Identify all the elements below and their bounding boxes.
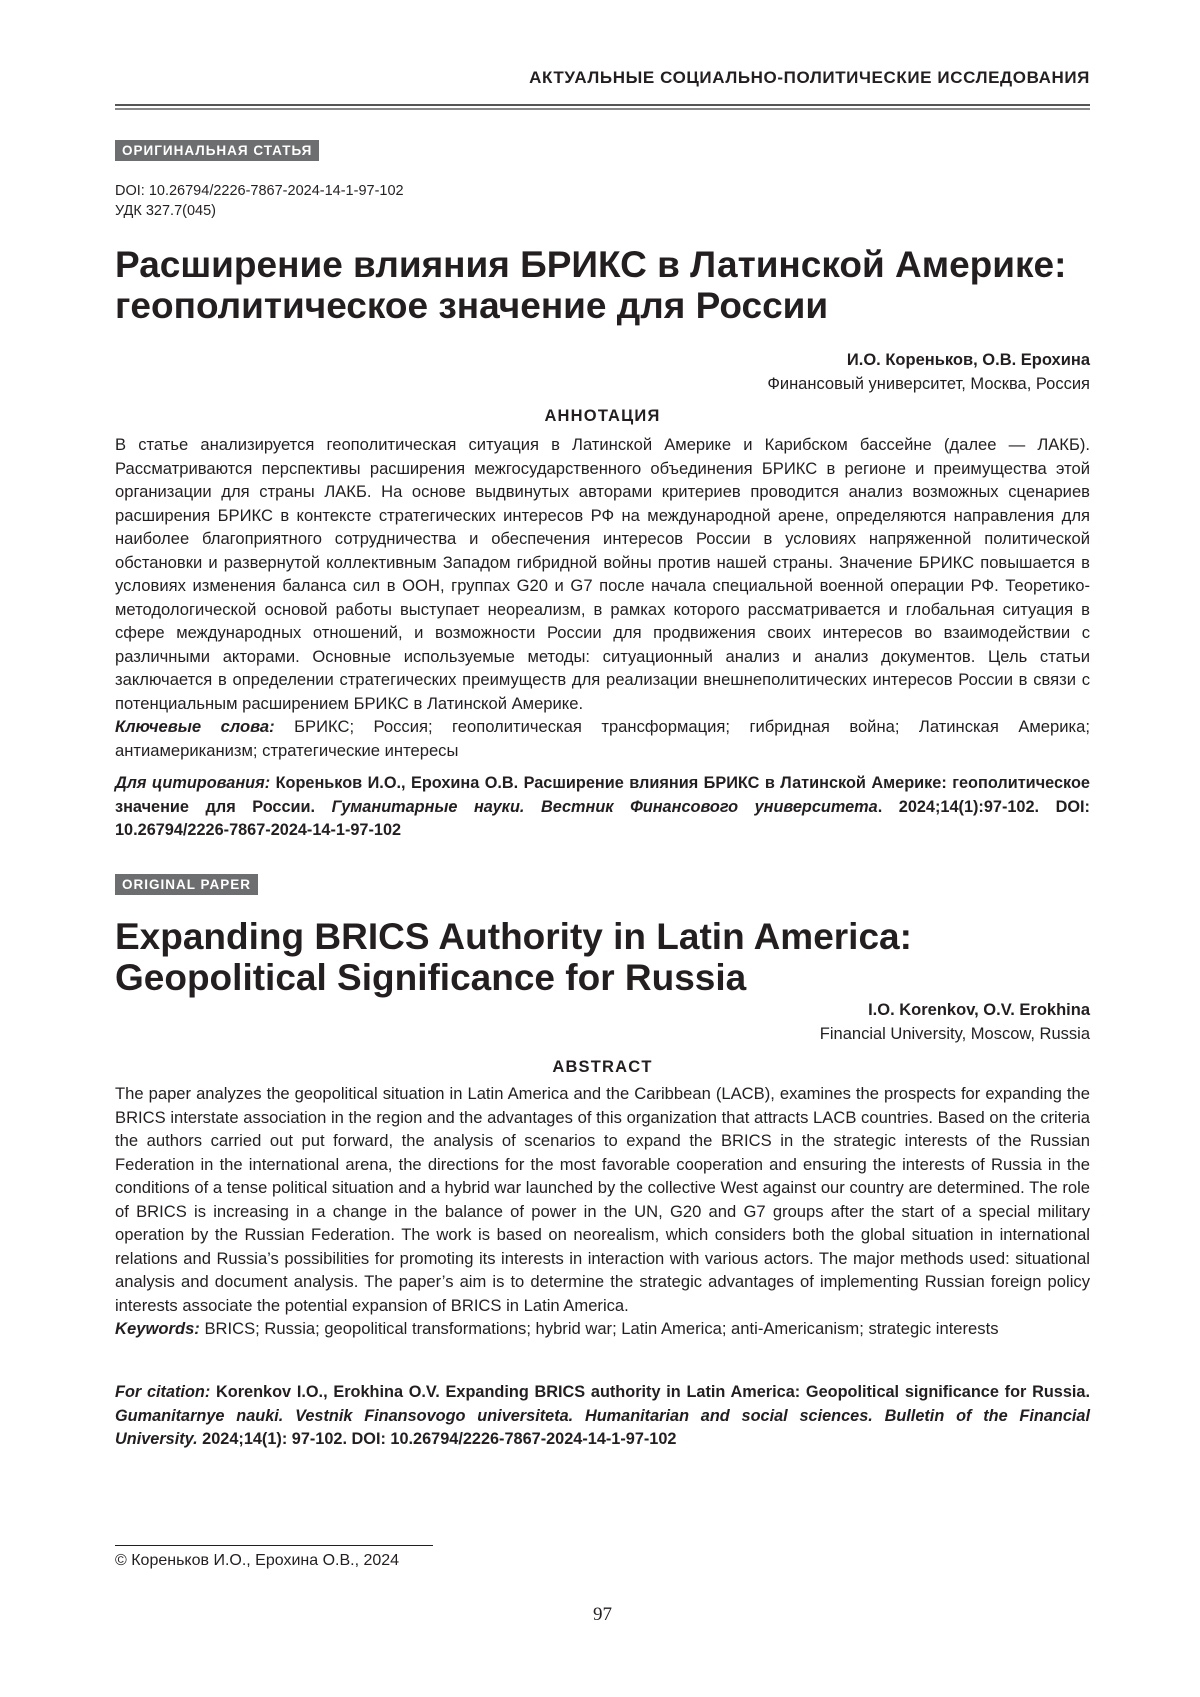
- keywords-label-ru: Ключевые слова:: [115, 717, 275, 736]
- article-type-badge-en: ORIGINAL PAPER: [115, 874, 258, 895]
- abstract-heading-ru: АННОТАЦИЯ: [115, 407, 1090, 426]
- citation-journal-en: Gumanitarnye nauki. Vestnik Finansovogo universiteta. Humanitarian and social sciences. Bulletin of the Financial University.: [115, 1407, 1090, 1449]
- affiliation-ru: Финансовый университет, Москва, Россия: [767, 372, 1090, 396]
- running-header: АКТУАЛЬНЫЕ СОЦИАЛЬНО-ПОЛИТИЧЕСКИЕ ИССЛЕДОВАНИЯ: [529, 68, 1090, 88]
- author-names-en: I.O. Korenkov, O.V. Erokhina: [868, 1001, 1090, 1019]
- title-ru-line1: Расширение влияния БРИКС в Латинской Америке:: [115, 244, 1066, 285]
- title-en-line1: Expanding BRICS Authority in Latin America:: [115, 916, 912, 957]
- title-ru-line2: геополитическое значение для России: [115, 285, 1066, 326]
- footnote-rule: [115, 1545, 433, 1546]
- udk-line: УДК 327.7(045): [115, 201, 216, 221]
- header-rule: [115, 104, 1090, 110]
- citation-journal-ru: Гуманитарные науки. Вестник Финансового университета: [332, 798, 878, 816]
- citation-label-ru: Для цитирования:: [115, 774, 270, 792]
- keywords-ru: БРИКС; Россия; геополитическая трансформация; гибридная война; Латинская Америка; антиамериканизм; стратегические интересы: [115, 717, 1090, 760]
- affiliation-en: Financial University, Moscow, Russia: [820, 1022, 1090, 1046]
- citation-ru: [115, 772, 1090, 843]
- keywords-label-en: Keywords:: [115, 1319, 200, 1338]
- authors-ru: [767, 348, 1090, 396]
- authors-en: [820, 998, 1090, 1046]
- citation-tail-ru: . 2024;14(1):97-102. DOI: 10.26794/2226-7867-2024-14-1-97-102: [115, 798, 1090, 840]
- citation-main-ru: Кореньков И.О., Ерохина О.В. Расширение влияния БРИКС в Латинской Америке: геополитическое значение для России.: [115, 774, 1090, 816]
- copyright: © Кореньков И.О., Ерохина О.В., 2024: [115, 1552, 399, 1570]
- abstract-en: [115, 1082, 1090, 1341]
- title-ru: [115, 244, 1066, 326]
- abstract-text-en: The paper analyzes the geopolitical situation in Latin America and the Caribbean (LACB), examines the prospects for expanding the BRICS interstate association in the region and the advantages of this organization that attracts LACB countries. Based on the criteria the authors carried out put forward, the analysis of scenarios to expand the BRICS in the strategic interests of the Russian Federation in the international arena, the directions for the most favorable cooperation and ensuring the interests of Russia in the conditions of a tense political situation and a hybrid war launched by the collective West against our country are determined. The role of BRICS is increasing in a change in the balance of power in the UN, G20 and G7 groups after the start of a special military operation by the Russian Federation. The work is based on neorealism, which considers both the global situation in international relations and Russia’s possibilities for promoting its interests in interaction with various actors. The major methods used: situational analysis and document analysis. The paper’s aim is to determine the strategic advantages of implementing Russian foreign policy interests associate the potential expansion of BRICS in Latin America.: [115, 1082, 1090, 1317]
- doi-line: DOI: 10.26794/2226-7867-2024-14-1-97-102: [115, 181, 404, 201]
- citation-label-en: For citation:: [115, 1383, 210, 1401]
- article-type-badge-ru: ОРИГИНАЛЬНАЯ СТАТЬЯ: [115, 140, 319, 161]
- abstract-ru: [115, 433, 1090, 762]
- title-en: [115, 916, 912, 998]
- citation-tail-en: 2024;14(1): 97-102. DOI: 10.26794/2226-7867-2024-14-1-97-102: [198, 1430, 677, 1448]
- keywords-en: BRICS; Russia; geopolitical transformations; hybrid war; Latin America; anti-Americanism; strategic interests: [200, 1319, 999, 1338]
- title-en-line2: Geopolitical Significance for Russia: [115, 957, 912, 998]
- author-names-ru: И.О. Кореньков, О.В. Ерохина: [847, 351, 1090, 369]
- abstract-heading-en: ABSTRACT: [115, 1058, 1090, 1077]
- page-number: 97: [115, 1604, 1090, 1626]
- citation-en: [115, 1381, 1090, 1452]
- citation-main-en: Korenkov I.O., Erokhina O.V. Expanding BRICS authority in Latin America: Geopolitical significance for Russia.: [210, 1383, 1090, 1401]
- abstract-text-ru: В статье анализируется геополитическая ситуация в Латинской Америке и Карибском бассейне (далее — ЛАКБ). Рассматриваются перспективы расширения межгосударственного объединения БРИКС в регионе и преимущества этой организации для страны ЛАКБ. На основе выдвинутых авторами критериев проводится анализ возможных сценариев расширения БРИКС в контексте стратегических интересов РФ на международной арене, определяются направления для наиболее благоприятного сотрудничества и обеспечения интересов России в условиях напряженной политической обстановки и развернутой коллективным Западом гибридной войны против нашей страны. Значение БРИКС повышается в условиях изменения баланса сил в ООН, группах G20 и G7 после начала специальной военной операции РФ. Теоретико-методологической основой работы выступает неореализм, в рамках которого рассматривается и глобальная ситуация в сфере международных отношений, и возможности России для продвижения своих интересов во взаимодействии с различными акторами. Основные используемые методы: ситуационный анализ и анализ документов. Цель статьи заключается в определении стратегических преимуществ для реализации внешнеполитических интересов России в связи с потенциальным расширением БРИКС в Латинской Америке.: [115, 433, 1090, 715]
